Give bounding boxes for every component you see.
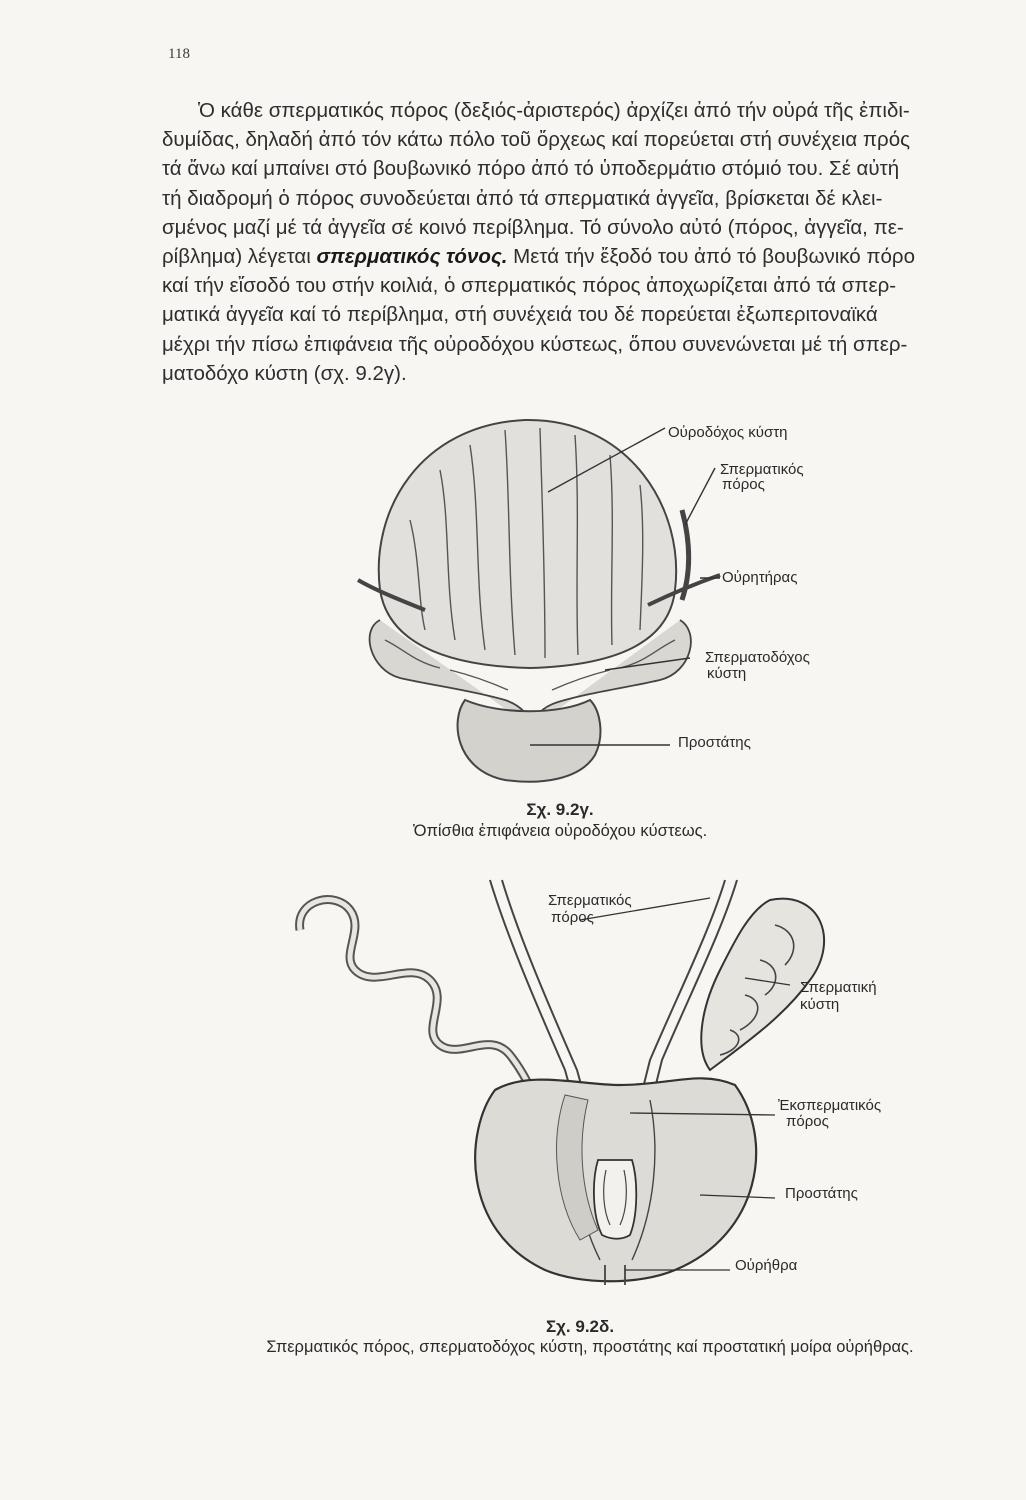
page-number: 118 <box>168 46 190 62</box>
figure-9-2c-caption: Ὀπίσθια ἐπιφάνεια οὐροδόχου κύστεως. <box>412 822 708 840</box>
figure-9-2d-caption: Σπερματικός πόρος, σπερματοδόχος κύστη, προστάτης καί προστατική μοίρα οὐρήθρας. <box>266 1338 914 1356</box>
text-line: Ὁ κάθε σπερματικός πόρος (δεξιός-ἀριστερός) ἀρχίζει ἀπό τήν οὐρά τῆς ἐπιδι- <box>198 99 910 122</box>
text-fragment: ρίβλημα) λέγεται <box>162 245 317 269</box>
label-urethra: Οὐρήθρα <box>735 1257 798 1274</box>
label-ejaculatory-duct-2: πόρος <box>786 1113 829 1130</box>
label-urinary-bladder: Οὐροδόχος κύστη <box>668 424 788 441</box>
text-line: καί τήν εἴσοδό του στήν κοιλιά, ὁ σπερματικός πόρος ἀποχωρίζεται ἀπό τά σπερ- <box>162 274 897 298</box>
label-vas-deferens-d-2: πόρος <box>551 909 594 926</box>
emphasized-term: σπερματικός τόνος. <box>316 245 508 269</box>
text-line: ματοδόχο κύστη (σχ. 9.2γ). <box>162 361 407 385</box>
label-vas-deferens-d-1: Σπερματικός <box>548 892 632 909</box>
label-seminal-vesicle-1: Σπερματοδόχος <box>705 649 810 666</box>
figure-bladder-posterior-illustration <box>330 400 730 800</box>
label-ureter: Οὐρητήρας <box>722 569 798 586</box>
text-fragment: Μετά τήν ἔξοδό του ἀπό τό βουβωνικό πόρο <box>507 245 915 269</box>
label-prostate: Προστάτης <box>678 734 751 751</box>
text-line: δυμίδας, δηλαδή ἀπό τόν κάτω πόλο τοῦ ὄρχεως καί πορεύεται στή συνέχεια πρός <box>162 128 910 152</box>
figure-9-2d-number: Σχ. 9.2δ. <box>545 1317 615 1336</box>
figure-9-2c-number: Σχ. 9.2γ. <box>526 800 594 819</box>
label-ejaculatory-duct-1: Ἐκσπερματικός <box>778 1097 882 1114</box>
text-line: τή διαδρομή ὁ πόρος συνοδεύεται ἀπό τά σπερματικά ἀγγεῖα, βρίσκεται δέ κλει- <box>162 186 883 210</box>
text-line: μέχρι τήν πίσω ἐπιφάνεια τῆς οὐροδόχου κύστεως, ὅπου συνενώνεται μέ τή σπερ- <box>162 332 908 356</box>
label-vas-deferens-1: Σπερματικός <box>720 461 804 478</box>
body-paragraph <box>162 96 1002 388</box>
text-line: ματικά ἀγγεῖα καί τό περίβλημα, στή συνέχειά του δέ πορεύεται ἐξωπεριτοναϊκά <box>162 303 878 327</box>
text-line: σμένος μαζί μέ τά ἀγγεῖα σέ κοινό περίβλημα. Τό σύνολο αὐτό (πόρος, ἀγγεῖα, πε- <box>162 215 904 239</box>
label-seminal-vesicle-d-1: Σπερματική <box>800 979 877 996</box>
text-line: τά ἄνω καί μπαίνει στό βουβωνικό πόρο ἀπό τό ὑποδερμάτιο στόμιό του. Σέ αὐτή <box>162 157 900 181</box>
figure-vas-prostate-illustration <box>280 870 840 1290</box>
label-vas-deferens-2: πόρος <box>722 476 765 493</box>
label-seminal-vesicle-d-2: κύστη <box>800 996 840 1013</box>
text-line <box>162 242 1002 271</box>
label-prostate-d: Προστάτης <box>785 1185 858 1202</box>
label-seminal-vesicle-2: κύστη <box>707 665 747 682</box>
